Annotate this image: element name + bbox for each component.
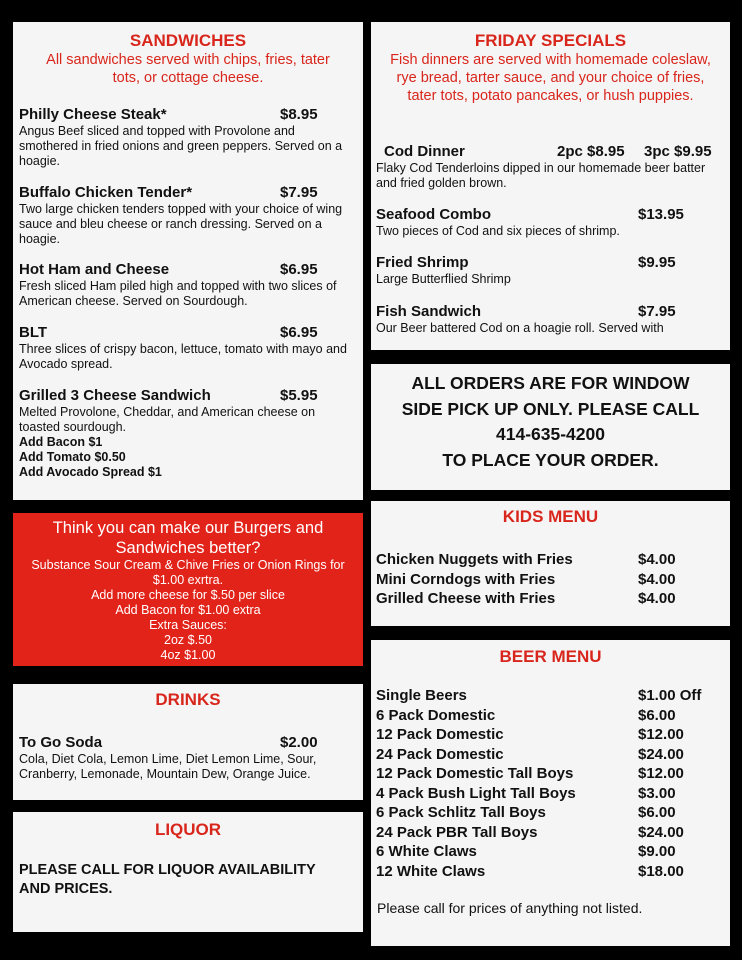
item-desc: Three slices of crispy bacon, lettuce, tomato with mayo and Avocado spread. bbox=[19, 342, 347, 371]
item-name: 6 Pack Schlitz Tall Boys bbox=[376, 804, 546, 821]
item-price: $6.95 bbox=[280, 261, 318, 278]
upgrade-line: Substance Sour Cream & Chive Fries or Onion Rings for $1.00 exrtra. bbox=[31, 558, 345, 587]
item-name: Chicken Nuggets with Fries bbox=[376, 551, 573, 568]
item-name: Fried Shrimp bbox=[376, 254, 469, 271]
beer-item bbox=[376, 862, 726, 882]
addon-bacon: Add Bacon $1 bbox=[19, 435, 103, 449]
addon-tomato: Add Tomato $0.50 bbox=[19, 450, 126, 464]
menu-item-seafood-combo bbox=[376, 206, 726, 239]
upgrade-line: Add more cheese for $.50 per slice bbox=[91, 588, 285, 602]
item-desc: Two pieces of Cod and six pieces of shrimp. bbox=[376, 224, 620, 238]
kids-item bbox=[376, 550, 726, 570]
item-desc: Our Beer battered Cod on a hoagie roll. Served with bbox=[376, 321, 664, 335]
item-name: 12 Pack Domestic Tall Boys bbox=[376, 765, 574, 782]
sandwiches-panel bbox=[13, 22, 363, 500]
item-name: 4 Pack Bush Light Tall Boys bbox=[376, 784, 576, 802]
upgrade-panel bbox=[13, 513, 363, 666]
liquor-text: PLEASE CALL FOR LIQUOR AVAILABILITY AND PRICES. bbox=[19, 862, 316, 897]
upgrade-line: 2oz $.50 bbox=[164, 633, 212, 647]
item-desc: Large Butterflied Shrimp bbox=[376, 272, 511, 286]
beer-item bbox=[376, 823, 726, 843]
beer-item bbox=[376, 686, 726, 706]
item-desc: Angus Beef sliced and topped with Provolone and smothered in fried onions and green peppers. Served on a hoagie. bbox=[19, 124, 343, 168]
menu-item-soda bbox=[19, 734, 357, 782]
addon-avocado: Add Avocado Spread $1 bbox=[19, 465, 162, 479]
item-name: To Go Soda bbox=[19, 734, 103, 751]
item-name: Single Beers bbox=[376, 687, 467, 704]
kids-item bbox=[376, 570, 726, 590]
item-desc: Melted Provolone, Cheddar, and American cheese on toasted sourdough. bbox=[19, 405, 316, 434]
beer-item bbox=[376, 725, 726, 745]
item-price: $5.95 bbox=[280, 387, 318, 404]
upgrade-line: Extra Sauces: bbox=[149, 618, 227, 632]
beer-title: BEER MENU bbox=[499, 647, 602, 666]
item-price-2pc: 2pc $8.95 bbox=[557, 143, 625, 160]
kids-list bbox=[376, 550, 726, 609]
item-name: Fish Sandwich bbox=[376, 303, 482, 320]
upgrade-headline: Think you can make our Burgers and Sandwiches better? bbox=[52, 519, 324, 557]
item-desc: Two large chicken tenders topped with your choice of wing sauce and bleu cheese or ranch dressing. Served on a hoagie. bbox=[19, 202, 343, 246]
notice-line: ALL ORDERS ARE FOR WINDOW bbox=[411, 373, 690, 393]
item-price: $12.00 bbox=[638, 726, 684, 743]
item-name: Grilled 3 Cheese Sandwich bbox=[19, 387, 211, 404]
item-name: Philly Cheese Steak* bbox=[19, 106, 167, 123]
beer-list bbox=[376, 686, 726, 881]
menu-item-fried-shrimp bbox=[376, 254, 726, 287]
kids-item bbox=[376, 589, 726, 609]
item-name: Seafood Combo bbox=[376, 206, 491, 223]
upgrade-line: Add Bacon for $1.00 extra bbox=[115, 603, 261, 617]
menu-item-buffalo bbox=[19, 184, 357, 247]
item-price: $2.00 bbox=[280, 734, 318, 751]
beer-item bbox=[376, 803, 726, 823]
item-desc: Flaky Cod Tenderloins dipped in our homemade beer batter and fried golden brown. bbox=[376, 161, 706, 190]
item-price: $9.00 bbox=[638, 843, 676, 860]
beer-item bbox=[376, 706, 726, 726]
item-price-3pc: 3pc $9.95 bbox=[644, 143, 712, 160]
menu-item-cod-dinner bbox=[376, 143, 726, 191]
item-name: 24 Pack Domestic bbox=[376, 745, 504, 763]
notice-line: TO PLACE YOUR ORDER. bbox=[442, 449, 659, 470]
kids-panel bbox=[371, 501, 730, 626]
item-price: $12.00 bbox=[638, 765, 684, 782]
item-price: $18.00 bbox=[638, 862, 684, 880]
friday-panel bbox=[371, 22, 730, 350]
item-price: $6.95 bbox=[280, 324, 318, 341]
item-name: 6 White Claws bbox=[376, 843, 477, 860]
item-price: $7.95 bbox=[638, 303, 676, 320]
item-name: 6 Pack Domestic bbox=[376, 706, 496, 724]
item-price: $24.00 bbox=[638, 745, 684, 763]
item-price: $4.00 bbox=[638, 590, 676, 607]
item-name: 12 White Claws bbox=[376, 862, 486, 880]
item-desc: Cola, Diet Cola, Lemon Lime, Diet Lemon Lime, Sour, Cranberry, Lemonade, Mountain Dew, Orange Juice. bbox=[19, 752, 317, 781]
beer-item bbox=[376, 745, 726, 765]
item-name: Hot Ham and Cheese bbox=[19, 261, 170, 278]
item-price: $9.95 bbox=[638, 254, 676, 271]
item-name: 24 Pack PBR Tall Boys bbox=[376, 823, 538, 841]
kids-title: KIDS MENU bbox=[502, 507, 599, 526]
liquor-title: LIQUOR bbox=[154, 820, 222, 839]
item-price: $8.95 bbox=[280, 106, 318, 123]
item-price: $4.00 bbox=[638, 570, 676, 588]
item-price: $7.95 bbox=[280, 184, 318, 201]
beer-item bbox=[376, 764, 726, 784]
item-price: $3.00 bbox=[638, 784, 676, 802]
sandwiches-title: SANDWICHES bbox=[129, 31, 247, 50]
item-name: Cod Dinner bbox=[384, 143, 465, 160]
menu-item-hot-ham bbox=[19, 261, 357, 309]
item-price: $6.00 bbox=[638, 804, 676, 821]
beer-item bbox=[376, 784, 726, 804]
friday-subtitle: Fish dinners are served with homemade coleslaw, rye bread, tarter sauce, and your choice of fries, tater tots, potato pancakes, or hush puppies. bbox=[390, 52, 711, 104]
beer-panel bbox=[371, 640, 730, 946]
item-desc: Fresh sliced Ham piled high and topped with two slices of American cheese. Served on Sourdough. bbox=[19, 279, 337, 308]
item-name: Grilled Cheese with Fries bbox=[376, 590, 556, 607]
notice-line: SIDE PICK UP ONLY. PLEASE CALL bbox=[401, 398, 700, 419]
beer-item bbox=[376, 842, 726, 862]
liquor-panel bbox=[13, 812, 363, 932]
beer-footer: Please call for prices of anything not listed. bbox=[377, 900, 643, 916]
item-price: $4.00 bbox=[638, 551, 676, 568]
order-notice-panel bbox=[371, 364, 730, 490]
item-price: $13.95 bbox=[638, 206, 684, 223]
item-name: BLT bbox=[19, 324, 48, 341]
item-price: $1.00 Off bbox=[638, 687, 702, 704]
sandwiches-subtitle: All sandwiches served with chips, fries, tater tots, or cottage cheese. bbox=[46, 52, 330, 86]
drinks-title: DRINKS bbox=[155, 690, 221, 709]
menu-item-blt bbox=[19, 324, 357, 372]
menu-item-grilled-cheese bbox=[19, 387, 357, 480]
menu-item-philly bbox=[19, 106, 357, 169]
item-price: $6.00 bbox=[638, 706, 676, 724]
friday-title: FRIDAY SPECIALS bbox=[474, 31, 627, 50]
item-price: $24.00 bbox=[638, 823, 684, 841]
item-name: Buffalo Chicken Tender* bbox=[19, 184, 193, 201]
drinks-panel bbox=[13, 684, 363, 800]
item-name: 12 Pack Domestic bbox=[376, 726, 504, 743]
upgrade-line: 4oz $1.00 bbox=[160, 648, 216, 662]
item-name: Mini Corndogs with Fries bbox=[376, 570, 556, 588]
menu-item-fish-sandwich bbox=[376, 303, 726, 336]
phone-number: 414-635-4200 bbox=[496, 424, 605, 444]
